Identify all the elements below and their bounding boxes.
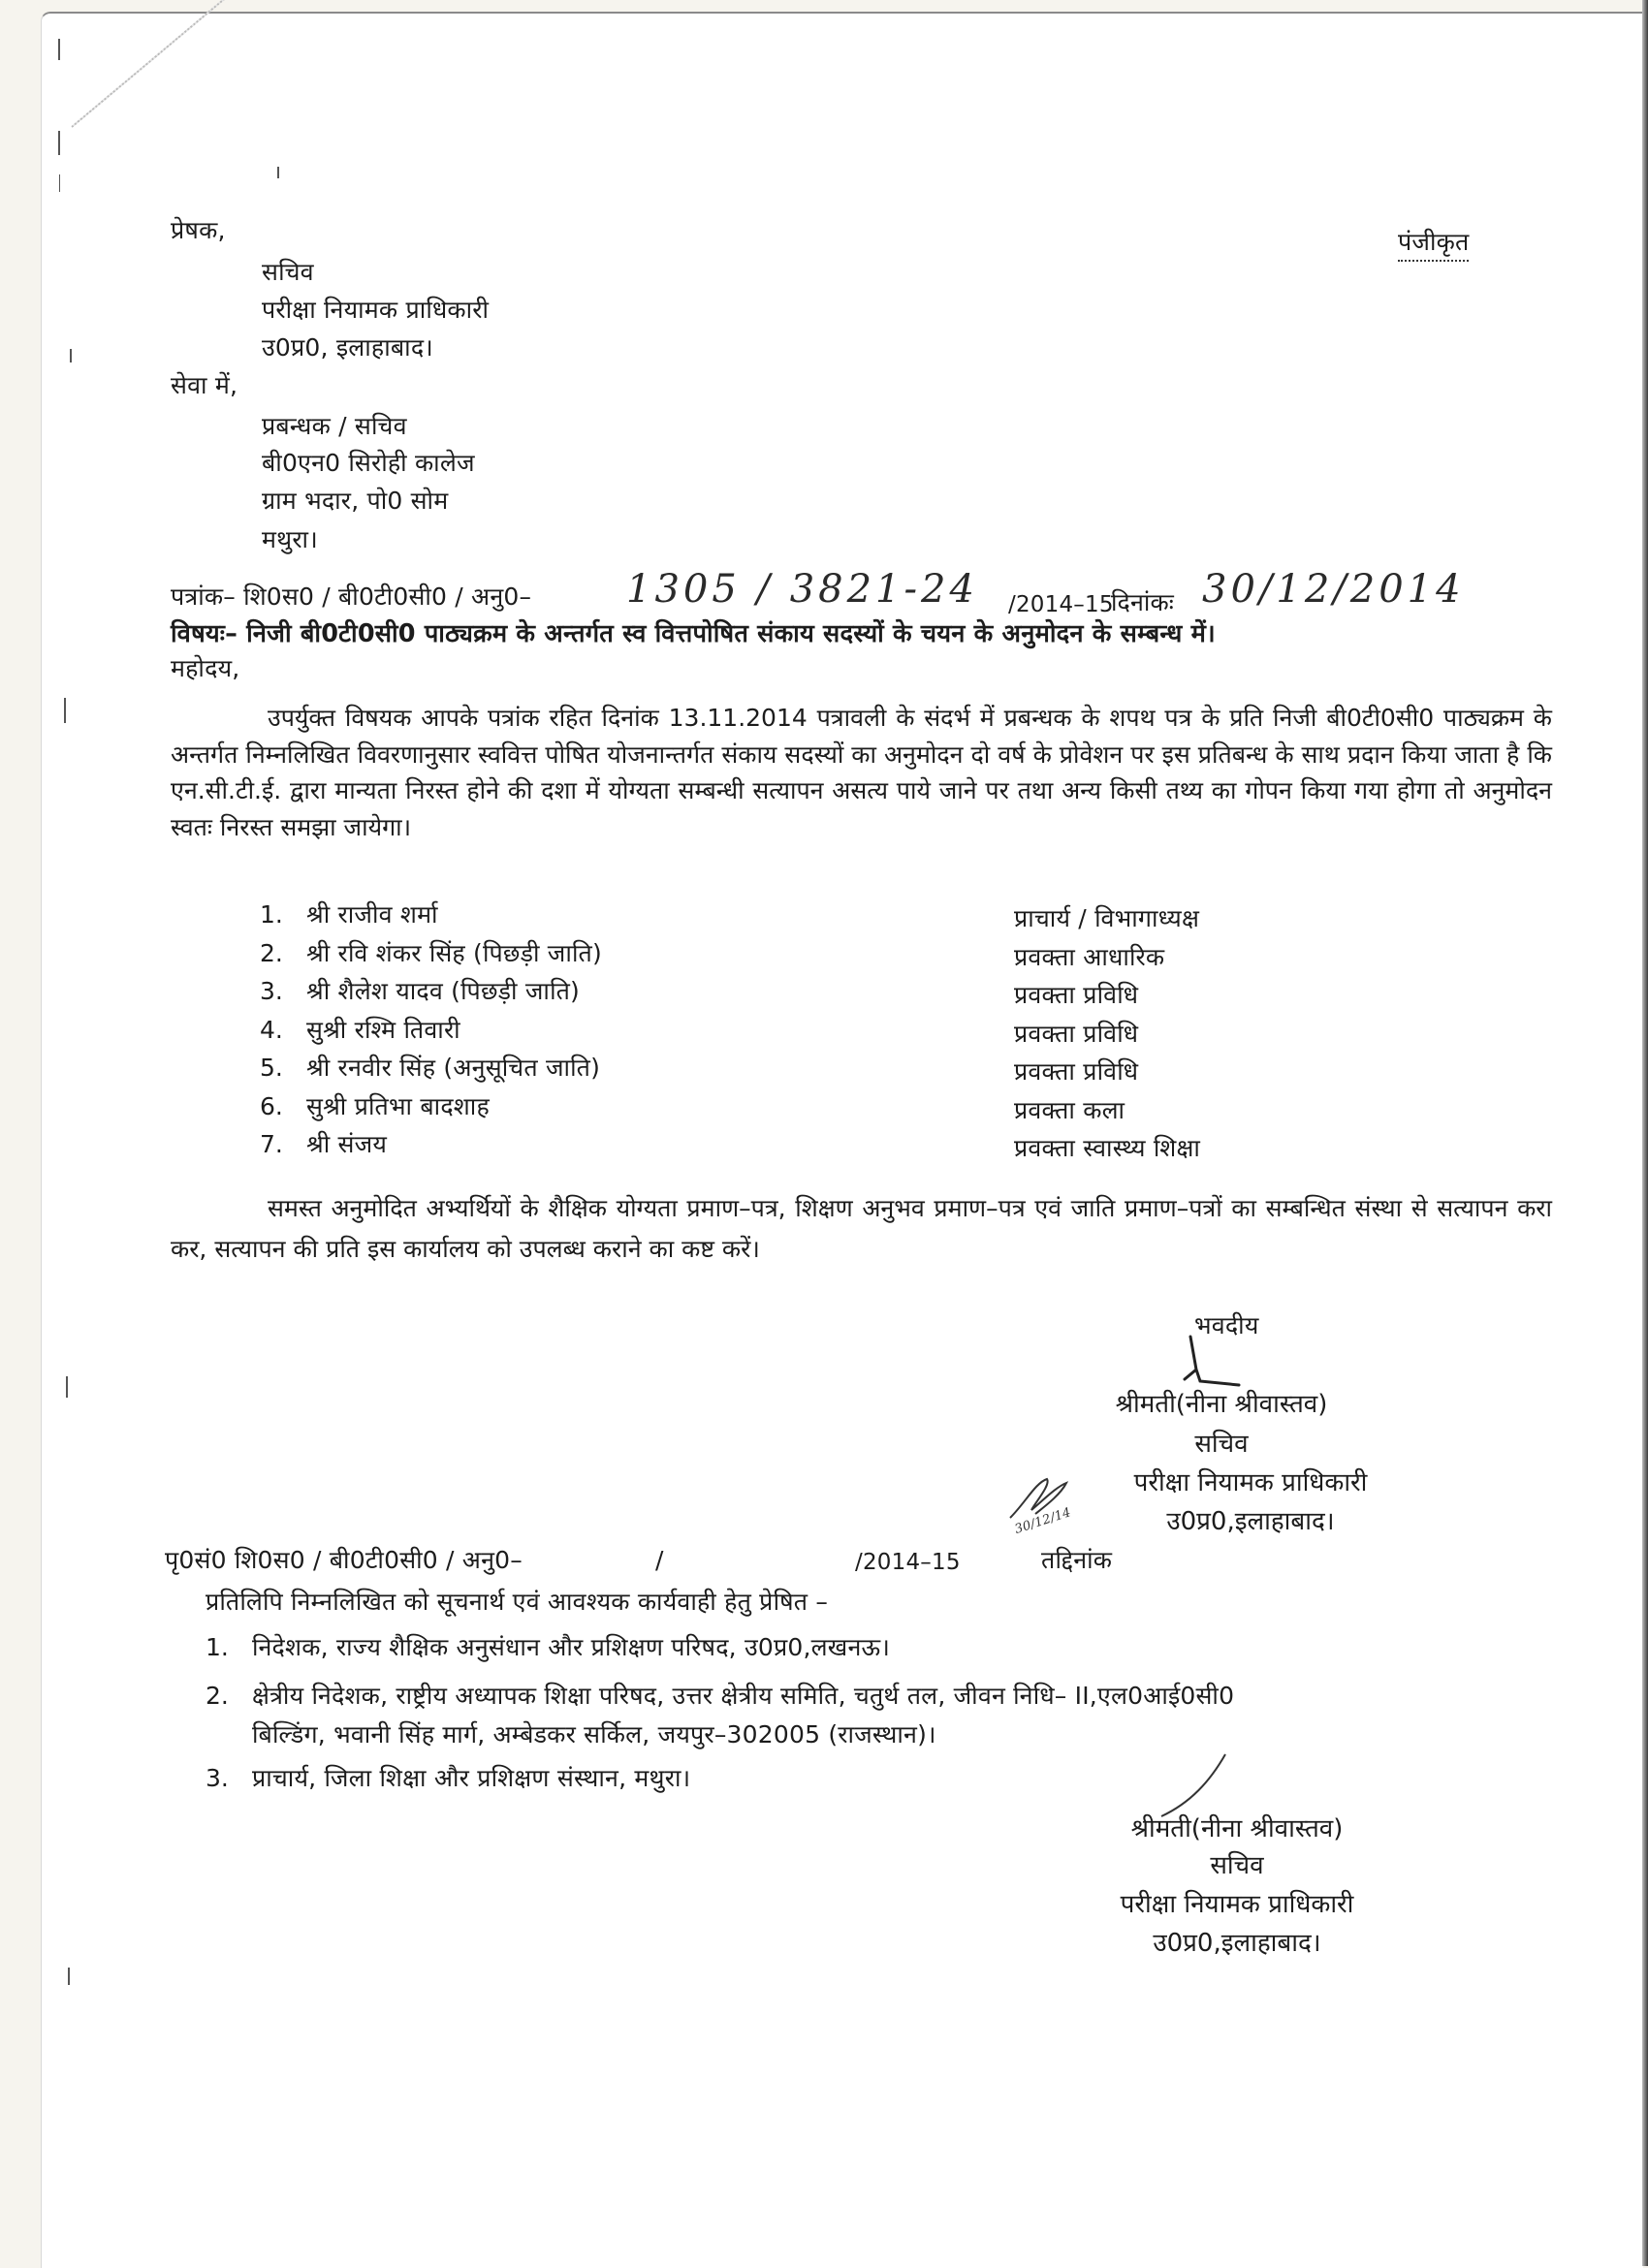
faculty-post: प्रवक्ता आधारिक <box>1014 942 1165 971</box>
faculty-post: प्रवक्ता प्रविधि <box>1014 1019 1139 1048</box>
scan-edge <box>1642 0 1648 2266</box>
faculty-number: 2. <box>260 938 283 967</box>
endorsement-date: तद्दिनांक <box>1041 1546 1113 1574</box>
signature-mark <box>1183 1333 1251 1391</box>
recipient-line: प्रबन्धक / सचिव <box>262 412 407 440</box>
faculty-number: 7. <box>260 1130 283 1158</box>
faculty-name: सुश्री प्रतिभा बादशाह <box>306 1091 490 1120</box>
reference-number-handwritten: 1305 / 3821-24 <box>626 567 978 612</box>
reference-year: /2014–15 <box>1008 592 1114 617</box>
subject-line: विषयः– निजी बी0टी0सी0 पाठ्यक्रम के अन्तर्गत स्व वित्तपोषित संकाय सदस्यों के चयन के अनुमोदन के सम्बन्ध में। <box>171 619 1216 648</box>
faculty-number: 5. <box>260 1054 283 1082</box>
copy-number: 2. <box>206 1682 229 1710</box>
faculty-name: श्री राजीव शर्मा <box>306 900 438 929</box>
recipient-line: बी0एन0 सिरोही कालेज <box>262 449 475 477</box>
faculty-post: प्रवक्ता कला <box>1014 1095 1125 1124</box>
valediction: भवदीय <box>1194 1311 1259 1339</box>
signature-stroke <box>1152 1752 1229 1820</box>
faculty-name: श्री संजय <box>306 1130 388 1158</box>
faculty-name: श्री शैलेश यादव (पिछड़ी जाति) <box>306 977 580 1005</box>
sender-line: परीक्षा नियामक प्राधिकारी <box>262 296 490 324</box>
faculty-number: 6. <box>260 1091 283 1120</box>
faculty-post: प्रवक्ता प्रविधि <box>1014 981 1139 1009</box>
scan-speck <box>59 174 60 192</box>
copy-line: प्राचार्य, जिला शिक्षा और प्रशिक्षण संस्थान, मथुरा। <box>252 1764 691 1792</box>
copy-line: निदेशक, राज्य शैक्षिक अनुसंधान और प्रशिक्षण परिषद, उ0प्र0,लखनऊ। <box>252 1633 891 1661</box>
scan-speck <box>70 349 72 362</box>
faculty-number: 1. <box>260 900 283 929</box>
copy-line: बिल्डिंग, भवानी सिंह मार्ग, अम्बेडकर सर्किल, जयपुर–302005 (राजस्थान)। <box>252 1720 936 1748</box>
endorsement-year: /2014–15 <box>855 1550 961 1575</box>
salutation: महोदय, <box>171 654 240 682</box>
faculty-post: प्रवक्ता प्रविधि <box>1014 1057 1139 1086</box>
scan-speck <box>277 167 279 178</box>
scan-speck <box>68 1968 70 1985</box>
endorsement-ref: पृ0सं0 शि0स0 / बी0टी0सी0 / अनु0– <box>165 1546 523 1574</box>
closing-place: उ0प्र0,इलाहाबाद। <box>1166 1507 1335 1536</box>
copy-line: क्षेत्रीय निदेशक, राष्ट्रीय अध्यापक शिक्षा परिषद, उत्तर क्षेत्रीय समिति, चतुर्थ तल, जीवन निधि– II,एल0आई0सी0 <box>252 1682 1235 1710</box>
closing-2-designation: सचिव <box>1210 1851 1264 1880</box>
closing-name: श्रीमती(नीना श्रीवास्तव) <box>1115 1390 1328 1419</box>
reference-prefix: पत्रांक– शि0स0 / बी0टी0सी0 / अनु0– <box>171 583 532 611</box>
faculty-post: प्रवक्ता स्वास्थ्य शिक्षा <box>1014 1134 1201 1162</box>
faculty-post: प्राचार्य / विभागाध्यक्ष <box>1014 904 1200 932</box>
date-label: दिनांकः <box>1111 588 1174 616</box>
closing-2-name: श्रीमती(नीना श्रीवास्तव) <box>1130 1814 1344 1843</box>
body-paragraph-1-text: उपर्युक्त विषयक आपके पत्रांक रहित दिनांक 13.11.2014 पत्रावली के संदर्भ में प्रबन्धक के शपथ पत्र के प्रति निजी बी0टी0सी0 पाठ्यक्रम के अन्तर्गत निम्नलिखित विवरणानुसार स्ववित्त पोषित योजनान्तर्गत संकाय सदस्यों का अनुमोदन दो वर्ष के प्रोवेशन पर इस प्रतिबन्ध के साथ प्रदान किया जाता है कि एन.सी.टी.ई. द्वारा मान्यता निरस्त होने की दशा में योग्यता सम्बन्धी सत्यापन असत्य पाये जाने पर तथा अन्य किसी तथ्य का गोपन किया गया होगा तो अनुमोदन स्वतः निरस्त समझा जायेगा। <box>171 704 1552 841</box>
date-handwritten: 30/12/2014 <box>1202 567 1465 612</box>
closing-2-place: उ0प्र0,इलाहाबाद। <box>1153 1929 1321 1958</box>
registered-label: पंजीकृत <box>1398 227 1469 262</box>
initials-date: 30/12/14 <box>1012 1505 1073 1537</box>
closing-2-office: परीक्षा नियामक प्राधिकारी <box>1120 1890 1354 1919</box>
sender-line: सचिव <box>262 258 314 286</box>
scan-speck <box>66 1376 68 1398</box>
faculty-name: श्री रवि शंकर सिंह (पिछड़ी जाति) <box>306 938 602 967</box>
recipient-line: ग्राम भदार, पो0 सोम <box>262 487 449 515</box>
faculty-name: श्री रनवीर सिंह (अनुसूचित जाति) <box>306 1054 601 1082</box>
sender-label: प्रेषक, <box>171 216 226 244</box>
scan-speck <box>64 698 66 723</box>
copy-number: 1. <box>206 1633 229 1661</box>
closing-designation: सचिव <box>1194 1430 1249 1459</box>
body-paragraph-1 <box>171 700 1552 845</box>
sender-line: उ0प्र0, इलाहाबाद। <box>262 333 433 362</box>
body-paragraph-2-text: समस्त अनुमोदित अभ्यर्थियों के शैक्षिक योग्यता प्रमाण–पत्र, शिक्षण अनुभव प्रमाण–पत्र एवं जाति प्रमाण–पत्रों का सम्बन्धित संस्था से सत्यापन करा कर, सत्यापन की प्रति इस कार्यालय को उपलब्ध कराने का कष्ट करें। <box>171 1194 1552 1263</box>
faculty-name: सुश्री रश्मि तिवारी <box>306 1015 460 1044</box>
endorsement-intro: प्रतिलिपि निम्नलिखित को सूचनार्थ एवं आवश्यक कार्यवाही हेतु प्रेषित – <box>206 1588 829 1616</box>
endorsement-slash: / <box>655 1546 664 1574</box>
scan-speck <box>58 131 60 155</box>
copy-number: 3. <box>206 1764 229 1792</box>
faculty-number: 4. <box>260 1015 283 1044</box>
faculty-number: 3. <box>260 977 283 1005</box>
scan-speck <box>58 39 60 60</box>
recipient-label: सेवा में, <box>171 371 238 399</box>
body-paragraph-2 <box>171 1188 1552 1270</box>
recipient-line: मथुरा। <box>262 525 318 553</box>
closing-office: परीक्षा नियामक प्राधिकारी <box>1133 1468 1368 1497</box>
